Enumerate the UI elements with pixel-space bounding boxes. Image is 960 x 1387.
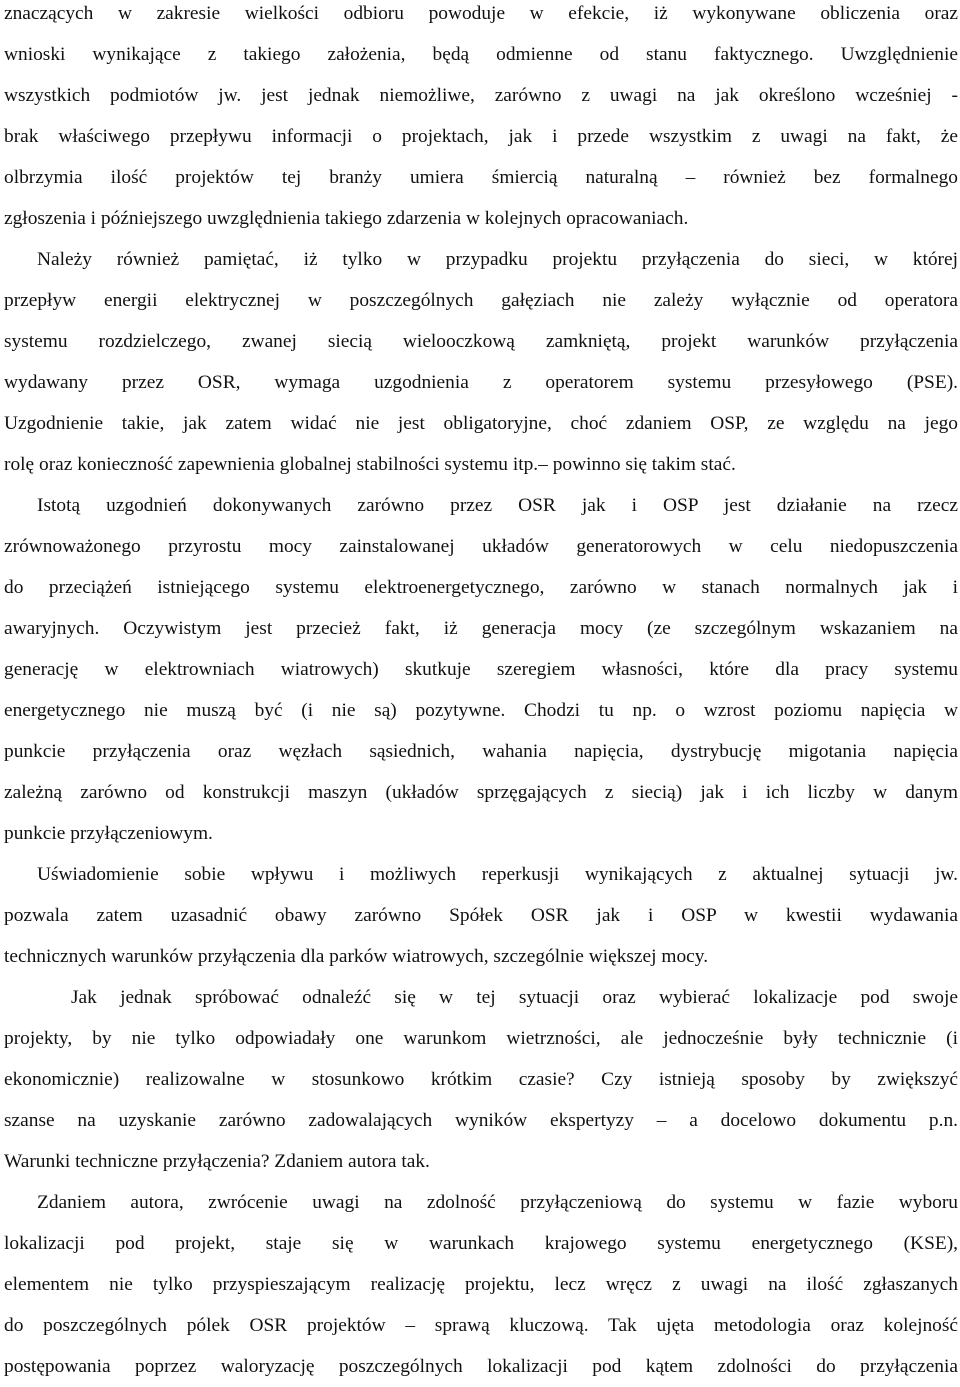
text-line: zależną zarówno od konstrukcji maszyn (układów sprzęgających z siecią) jak i ich liczby w danym	[4, 782, 958, 803]
text-line: Warunki techniczne przyłączenia? Zdaniem autora tak.	[4, 1151, 430, 1172]
text-line: rolę oraz konieczność zapewnienia globalnej stabilności systemu itp.– powinno się takim stać.	[4, 454, 736, 475]
text-line: do przeciążeń istniejącego systemu elektroenergetycznego, zarówno w stanach normalnych jak i	[4, 577, 958, 598]
text-line: do poszczególnych pólek OSR projektów – sprawą kluczową. Tak ujęta metodologia oraz kolejność	[4, 1315, 958, 1336]
text-line: punkcie przyłączeniowym.	[4, 823, 213, 844]
text-line: Uzgodnienie takie, jak zatem widać nie jest obligatoryjne, choć zdaniem OSP, ze względu na jego	[4, 413, 958, 434]
text-line: punkcie przyłączenia oraz węzłach sąsiednich, wahania napięcia, dystrybucję migotania napięcia	[4, 741, 958, 762]
text-line: technicznych warunków przyłączenia dla parków wiatrowych, szczególnie większej mocy.	[4, 946, 709, 967]
text-line: ekonomicznie) realizowalne w stosunkowo krótkim czasie? Czy istnieją sposoby by zwiększyć	[4, 1069, 958, 1090]
text-line: projekty, by nie tylko odpowiadały one warunkom wietrzności, ale jednocześnie były technicznie (i	[4, 1028, 958, 1049]
text-line: Uświadomienie sobie wpływu i możliwych reperkusji wynikających z aktualnej sytuacji jw.	[37, 864, 958, 885]
text-line: wydawany przez OSR, wymaga uzgodnienia z operatorem systemu przesyłowego (PSE).	[4, 372, 958, 393]
text-line: brak właściwego przepływu informacji o projektach, jak i przede wszystkim z uwagi na fakt, że	[4, 126, 958, 147]
text-line: energetycznego nie muszą być (i nie są) pozytywne. Chodzi tu np. o wzrost poziomu napięcia w	[4, 700, 958, 721]
text-line: znaczących w zakresie wielkości odbioru powoduje w efekcie, iż wykonywane obliczenia oraz	[4, 3, 958, 24]
text-line: wszystkich podmiotów jw. jest jednak niemożliwe, zarówno z uwagi na jak określono wcześniej -	[4, 85, 958, 106]
text-line: wnioski wynikające z takiego założenia, będą odmienne od stanu faktycznego. Uwzględnienie	[4, 44, 958, 65]
text-line: generację w elektrowniach wiatrowych) skutkuje szeregiem własności, które dla pracy systemu	[4, 659, 958, 680]
document-page	[4, 0, 958, 1387]
text-line: Zdaniem autora, zwrócenie uwagi na zdolność przyłączeniową do systemu w fazie wyboru	[37, 1192, 958, 1213]
text-line: pozwala zatem uzasadnić obawy zarówno Spółek OSR jak i OSP w kwestii wydawania	[4, 905, 958, 926]
text-line: Należy również pamiętać, iż tylko w przypadku projektu przyłączenia do sieci, w której	[37, 249, 958, 270]
text-line: Jak jednak spróbować odnaleźć się w tej sytuacji oraz wybierać lokalizacje pod swoje	[71, 987, 958, 1008]
text-line: lokalizacji pod projekt, staje się w warunkach krajowego systemu energetycznego (KSE),	[4, 1233, 958, 1254]
text-line: szanse na uzyskanie zarówno zadowalających wyników ekspertyzy – a docelowo dokumentu p.n.	[4, 1110, 958, 1131]
text-line: olbrzymia ilość projektów tej branży umiera śmiercią naturalną – również bez formalnego	[4, 167, 958, 188]
text-line: elementem nie tylko przyspieszającym realizację projektu, lecz wręcz z uwagi na ilość zgłaszanych	[4, 1274, 958, 1295]
text-line: przepływ energii elektrycznej w poszczególnych gałęziach nie zależy wyłącznie od operatora	[4, 290, 958, 311]
text-line: zgłoszenia i późniejszego uwzględnienia takiego zdarzenia w kolejnych opracowaniach.	[4, 208, 689, 229]
text-line: zrównoważonego przyrostu mocy zainstalowanej układów generatorowych w celu niedopuszczenia	[4, 536, 958, 557]
text-line: Istotą uzgodnień dokonywanych zarówno przez OSR jak i OSP jest działanie na rzecz	[37, 495, 958, 516]
text-line: systemu rozdzielczego, zwanej siecią wielooczkową zamkniętą, projekt warunków przyłączenia	[4, 331, 958, 352]
text-line: awaryjnych. Oczywistym jest przecież fakt, iż generacja mocy (ze szczególnym wskazaniem na	[4, 618, 958, 639]
text-line: postępowania poprzez waloryzację poszczególnych lokalizacji pod kątem zdolności do przyłączenia	[4, 1356, 958, 1377]
